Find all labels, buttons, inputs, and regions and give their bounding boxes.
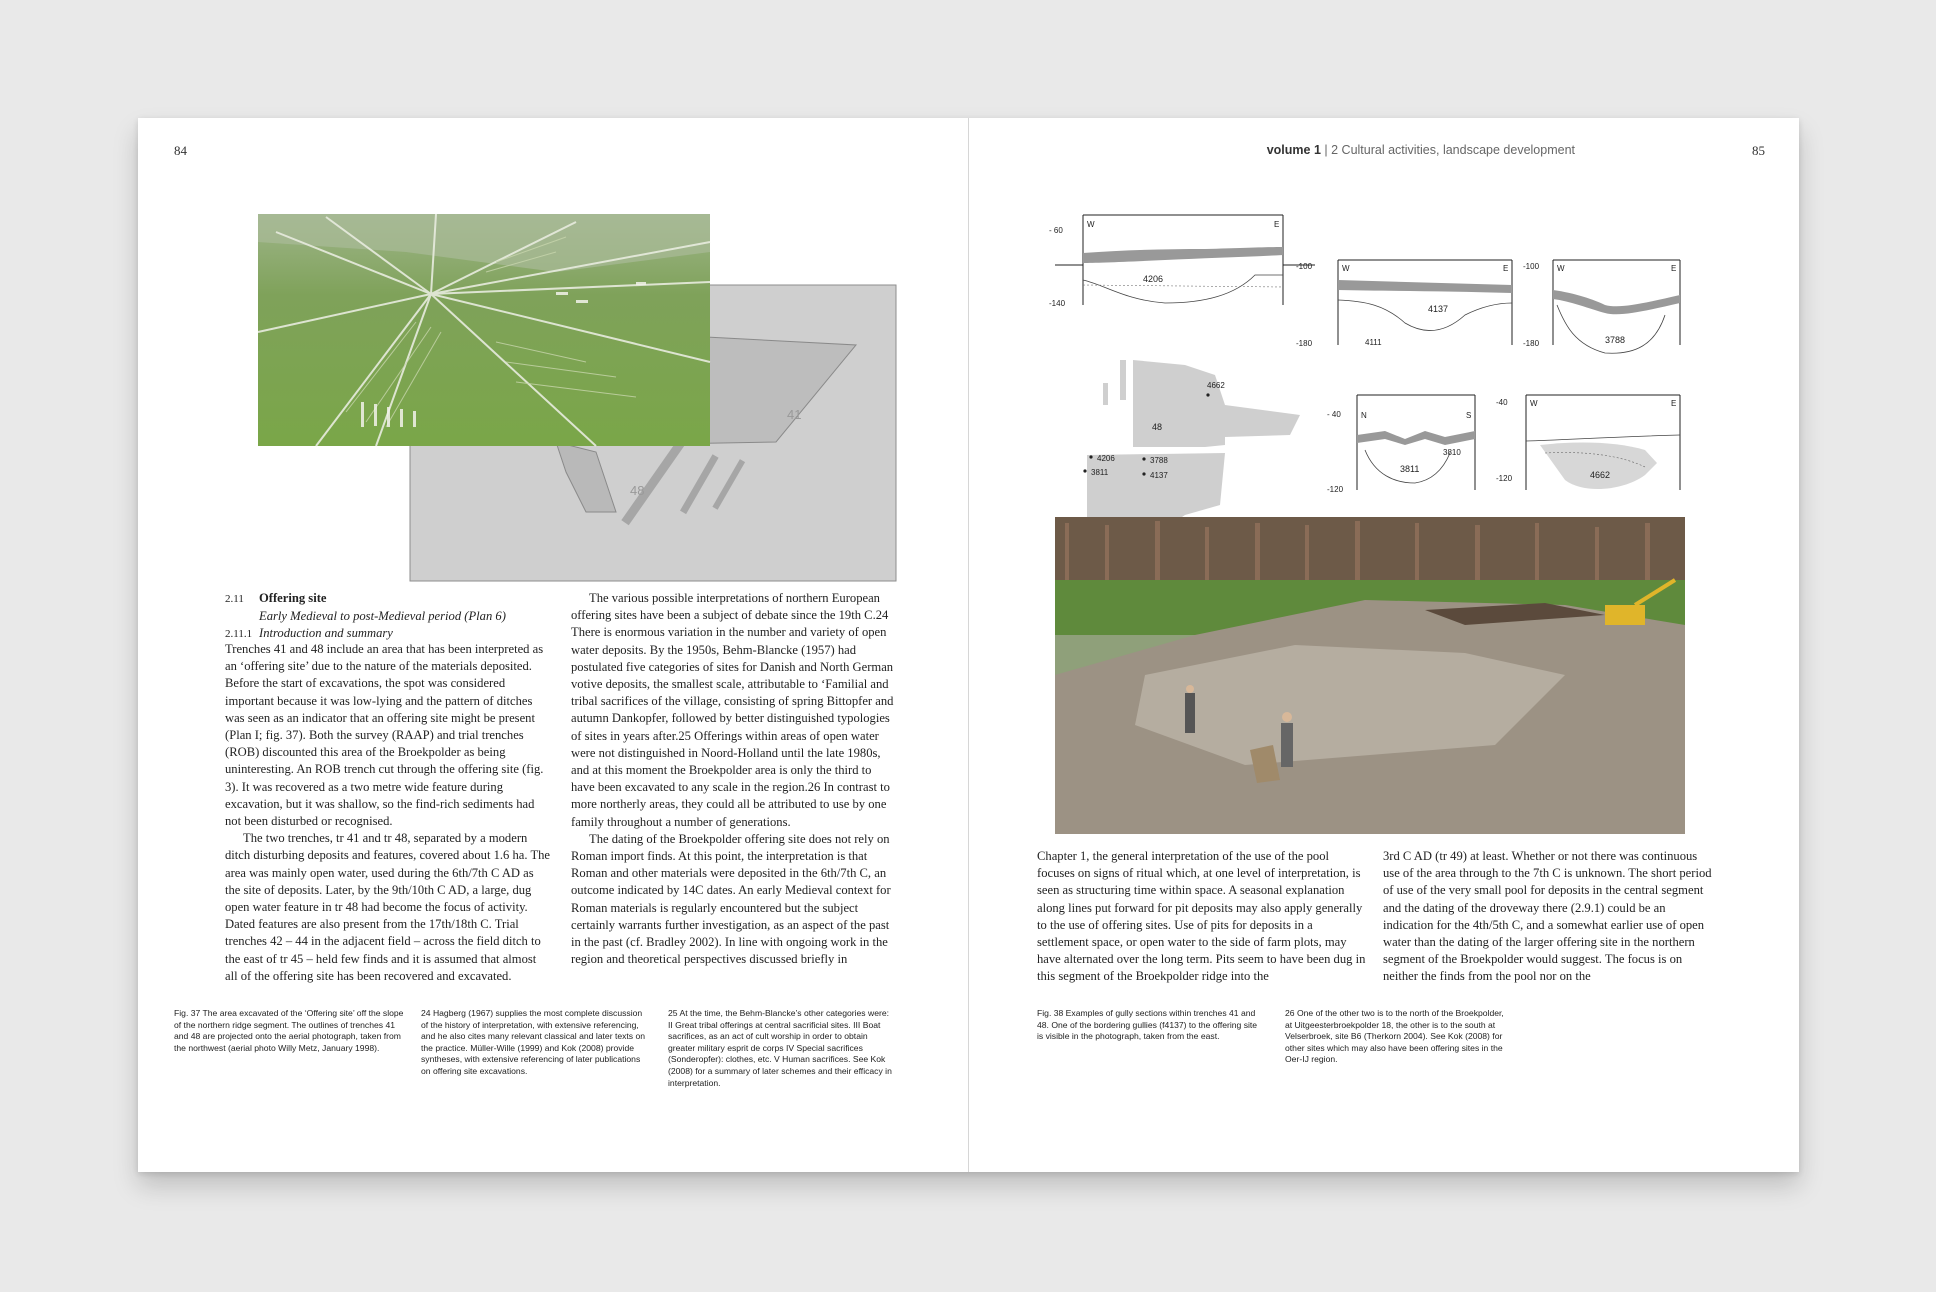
running-head-chapter: | 2 Cultural activities, landscape development: [1324, 143, 1575, 157]
orientation-right: S: [1466, 411, 1472, 420]
footnote-26: 26 One of the other two is to the north of the Broekpolder, at Uitgeesterbroekpolder 18, the other is to the south at Velserbroek, site B6 (Therkorn 2004). See Kok (2008) for other sites which may also have been offering sites in the Oer-IJ region.: [1285, 1008, 1504, 1065]
depth-top: - 60: [1049, 226, 1063, 235]
section-drawing-3811: [1327, 395, 1475, 494]
orientation-left: W: [1087, 220, 1095, 229]
feature-label: 3810: [1443, 448, 1461, 457]
plan-label: 3811: [1091, 468, 1109, 477]
orientation-left: N: [1361, 411, 1367, 420]
figure-38-caption: Fig. 38 Examples of gully sections within trenches 41 and 48. One of the bordering gullies (f4137) to the offering site is visible in the photograph, taken from the east.: [1037, 1008, 1258, 1042]
left-column-1: [225, 641, 552, 985]
feature-label: 4137: [1428, 304, 1449, 314]
section-drawing-4662: [1496, 395, 1680, 490]
section-drawing-3788: [1523, 260, 1680, 353]
footnote-24: 24 Hagberg (1967) supplies the most complete discussion of the history of interpretation, with extensive referencing, and he also cites many relevant classical and later texts on the practice. Müller-Wille (1999) and Kok (2008) provide syntheses, with extensive referencing of later publications on offering site excavations.: [421, 1008, 646, 1076]
aerial-photo: [258, 214, 710, 446]
paragraph: Trenches 41 and 48 include an area that has been interpreted as an ‘offering site’ due to the nature of the materials deposited. Before the start of excavations, the spot was considered important because it was low-lying and the pattern of ditches was seen as an indicator that an offering site might be present (Plan I; fig. 37). Both the survey (RAAP) and trial trenches (ROB) discounted this area of the Broekpolder as being uninteresting. An ROB trench cut through the offering site (fig. 3). It was recovered as a two metre wide feature during excavation, but it was shallow, so the find-rich sediments had not been disturbed or recognised.: [225, 642, 544, 829]
depth-bottom: -180: [1296, 339, 1313, 348]
orientation-left: W: [1342, 264, 1350, 273]
feature-label: 3811: [1400, 464, 1420, 474]
figure-38: [1045, 205, 1685, 835]
running-head-volume: volume 1: [1266, 143, 1321, 157]
orientation-right: E: [1503, 264, 1509, 273]
feature-label: 3788: [1605, 335, 1626, 345]
trench-label-41: 41: [787, 407, 802, 422]
paragraph: The two trenches, tr 41 and tr 48, separated by a modern ditch disturbing deposits and features, covered about 1.6 ha. The area was mainly open water, used during the 6th/7th C AD as the site of deposits. Later, by the 9th/10th C AD, a large, dug open water feature in tr 48 had become the focus of activity. Dated features are also present from the 17th/18th C. Trial trenches 42 – 44 in the adjacent field – across the field ditch to the east of tr 45 – held few finds and it is assumed that almost all of the offering site has been recovered and excavated.: [225, 831, 551, 983]
depth-top: -100: [1296, 262, 1313, 271]
depth-top: -40: [1496, 398, 1508, 407]
plan-label: 4137: [1150, 471, 1168, 480]
plan-label: 4206: [1097, 454, 1115, 463]
footnote-25: 25 At the time, the Behm-Blancke’s other categories were: II Great tribal offerings at central sacrificial sites. III Boat sacrifices, as an act of cult worship in order to obtain greater military esprit de corps IV Special sacrifices (Sonderopfer): clothes, etc. V Human sacrifices. See Kok (2008) for a summary of later schemes and their efficacy in interpretation.: [668, 1008, 892, 1088]
depth-bottom: -140: [1049, 299, 1066, 308]
plan-label: 4662: [1207, 381, 1225, 390]
depth-bottom: -120: [1496, 474, 1513, 483]
section-title: Offering site: [259, 591, 327, 605]
feature-label: 4662: [1590, 470, 1611, 480]
orientation-left: W: [1530, 399, 1538, 408]
depth-bottom: -180: [1523, 339, 1540, 348]
subsection-number: 2.11.1: [225, 628, 253, 641]
left-column-2: [571, 590, 894, 968]
depth-bottom: -120: [1327, 485, 1344, 494]
section-heading: [225, 590, 545, 644]
site-plan: [1083, 360, 1300, 535]
right-column-2: 3rd C AD (tr 49) at least. Whether or not there was continuous use of the area through to the 7th C is unknown. The short period of use of the very small pool for deposits in the central segment and the dating of the droveway there (2.9.1) could be an indication for the 4th/5th C, and a somewhat earlier use of open water than the dating of the larger offering site in the northern segment of the Broekpolder would suggest. The focus is on neither the finds from the pool nor on the: [1383, 849, 1712, 984]
figure-37-caption: Fig. 37 The area excavated of the ‘Offering site’ off the slope of the northern ridge segment. The outlines of trenches 41 and 48 are projected onto the aerial photograph, taken from the northwest (aerial photo Willy Metz, January 1998).: [174, 1008, 404, 1053]
right-column-1: Chapter 1, the general interpretation of the use of the pool focuses on signs of ritual which, at one level of interpretation, is seen as structuring time within space. A seasonal explanation along lines put forward for pit deposits may also apply generally to the use of offering sites. Use of pits for deposits in a settlement space, or open water to the side of farm plots, may have alternated over the long term. Pits seem to have been dug in this segment of the Broekpolder ridge into the: [1037, 849, 1366, 984]
orientation-left: W: [1557, 264, 1565, 273]
orientation-right: E: [1274, 220, 1280, 229]
plan-label: 3788: [1150, 456, 1168, 465]
excavation-photo: [1055, 517, 1685, 834]
orientation-right: E: [1671, 264, 1677, 273]
figure-37: [256, 212, 898, 582]
trench-label-48: 48: [630, 483, 645, 498]
plan-label: 48: [1152, 422, 1163, 432]
feature-label: 4111: [1365, 338, 1382, 347]
orientation-right: E: [1671, 399, 1677, 408]
paragraph: The dating of the Broekpolder offering site does not rely on Roman import finds. At this point, the interpretation is that Roman and other materials were deposited in the 6th/7th C, an outcome indicated by 14C dates. An early Medieval context for Roman materials is regularly encountered but the subject certainly warrants further investigation, as an aspect of the past in the past (cf. Bradley 2002). In line with ongoing work in the region and theoretical perspectives discussed briefly in: [571, 831, 891, 967]
section-number: 2.11: [225, 593, 244, 605]
subsection-title: Introduction and summary: [259, 626, 393, 641]
depth-top: -100: [1523, 262, 1540, 271]
running-head: [1200, 143, 1575, 157]
depth-top: - 40: [1327, 410, 1341, 419]
page-number-right: 85: [1752, 143, 1765, 158]
gutter: [968, 118, 969, 1172]
section-subtitle: Early Medieval to post-Medieval period (Plan 6): [259, 609, 506, 624]
section-drawing-4137: [1296, 260, 1512, 348]
page-number-left: 84: [174, 143, 187, 158]
section-drawing-4206: [1049, 205, 1315, 308]
paragraph: The various possible interpretations of northern European offering sites have been a subject of debate since the 19th C.24 There is enormous variation in the number and variety of open water deposits. By the 1950s, Behm-Blancke (1957) had postulated five categories of sites for Danish and North German votive deposits, the smallest scale, attributable to ‘Familial and tribal sacrifices of the village, consisting of spring Bittopfer and autumn Dankopfer, followed by better distinguished typologies of sites in years after.25 Offerings within areas of open water were not distinguished in Noord-Holland until the late 1980s, and at this moment the Broekpolder area is only the third to have been excavated to any scale in the region.26 In contrast to more northerly areas, they could all be attributed to use by one family throughout a number of generations.: [571, 591, 894, 829]
feature-label: 4206: [1143, 274, 1164, 284]
